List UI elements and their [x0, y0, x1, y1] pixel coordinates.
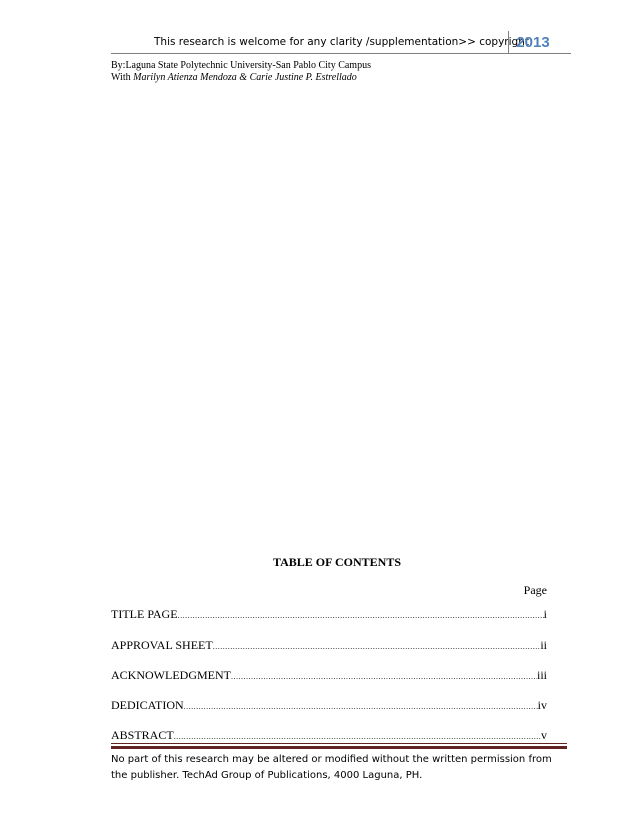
footer-notice: [111, 752, 571, 784]
toc-entry: [111, 607, 547, 623]
author-institution: By:Laguna State Polytechnic University-San Pablo City Campus: [111, 60, 371, 71]
footer-divider-thick: [111, 746, 567, 749]
copyright-notice: This research is welcome for any clarity /supplementation>> copyright: [154, 36, 529, 48]
header-year: 2013: [508, 31, 557, 53]
toc-entry: [111, 728, 547, 744]
toc-entry-page: ii: [540, 638, 547, 652]
toc-entry-page: i: [543, 607, 547, 621]
author-names: [111, 71, 357, 84]
toc-leader-dots: [174, 729, 541, 744]
toc-entry: [111, 668, 547, 684]
toc-entry: [111, 638, 547, 654]
with-names: Marilyn Atienza Mendoza & Carie Justine P. Estrellado: [133, 72, 357, 83]
toc-page-header: Page: [523, 583, 547, 597]
toc-leader-dots: [213, 639, 541, 654]
toc-entry-label: TITLE PAGE: [111, 607, 178, 621]
toc-entry-page: iv: [537, 698, 547, 712]
toc-entry-label: APPROVAL SHEET: [111, 638, 213, 652]
toc-entry-label: ABSTRACT: [111, 728, 174, 742]
toc-title: TABLE OF CONTENTS: [272, 555, 402, 569]
toc-leader-dots: [184, 699, 538, 714]
with-prefix: With: [111, 72, 131, 83]
footer-line-2: the publisher. TechAd Group of Publications, 4000 Laguna, PH.: [111, 770, 423, 781]
header-divider: [111, 53, 571, 54]
footer-divider-thin: [111, 743, 567, 744]
toc-leader-dots: [231, 669, 537, 684]
toc-entry-label: ACKNOWLEDGMENT: [111, 668, 231, 682]
toc-entry-page: v: [541, 728, 547, 742]
toc-entry: [111, 698, 547, 714]
footer-line-1: No part of this research may be altered or modified without the written permission from: [111, 754, 552, 765]
toc-entry-label: DEDICATION: [111, 698, 184, 712]
toc-leader-dots: [178, 608, 544, 623]
toc-entry-page: iii: [536, 668, 547, 682]
